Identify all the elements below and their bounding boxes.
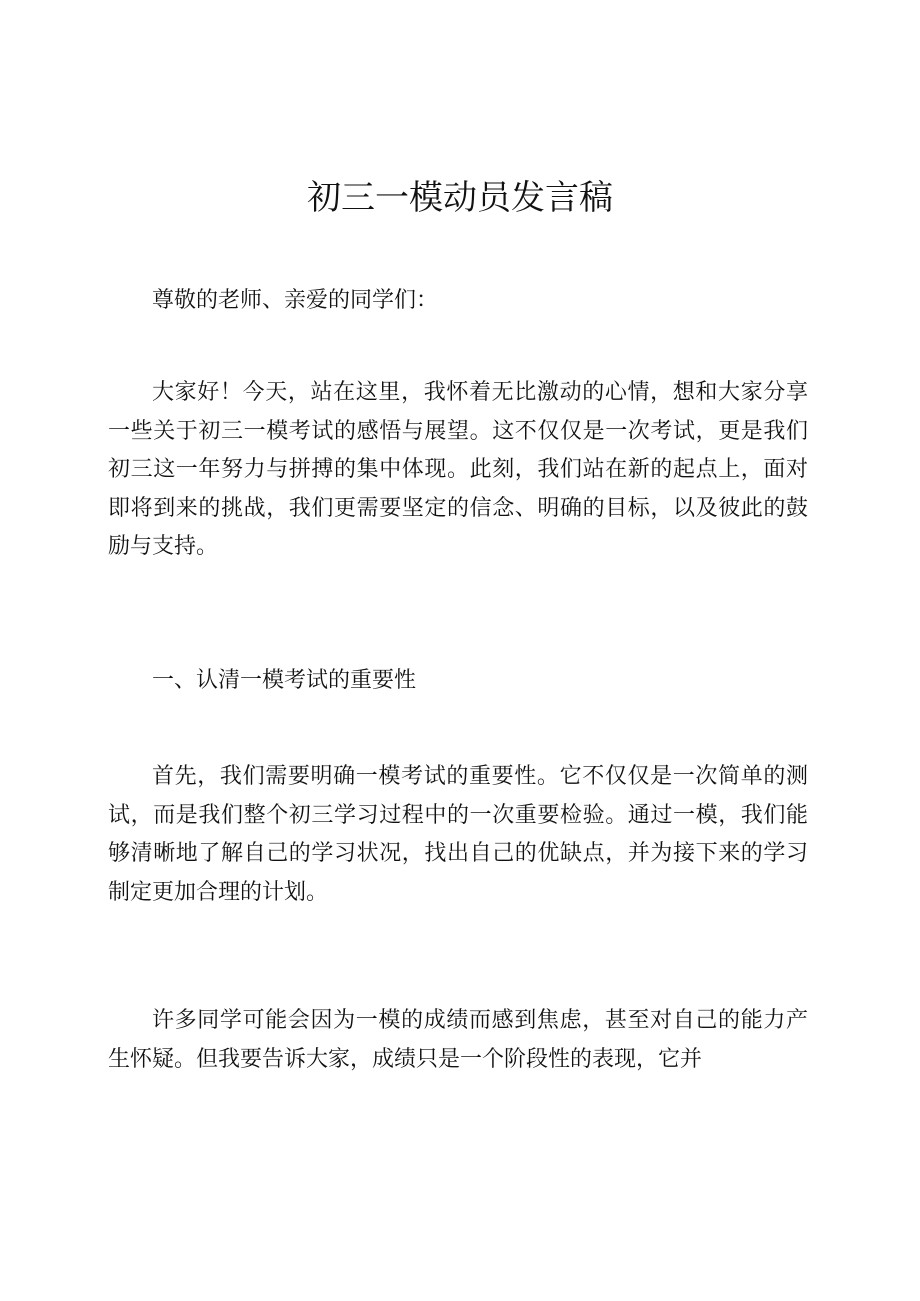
intro-paragraph: 大家好！今天，站在这里，我怀着无比激动的心情，想和大家分享一些关于初三一模考试的感悟与展望。这不仅仅是一次考试，更是我们初三这一年努力与拼搏的集中体现。此刻，我们站在新的起点上，面对即将到来的挑战，我们更需要坚定的信念、明确的目标，以及彼此的鼓励与支持。 bbox=[108, 380, 808, 559]
document-title: 初三一模动员发言稿 bbox=[307, 178, 613, 218]
greeting-paragraph: 尊敬的老师、亲爱的同学们： bbox=[152, 288, 439, 313]
body-paragraph: 首先，我们需要明确一模考试的重要性。它不仅仅是一次简单的测试，而是我们整个初三学习过程中的一次重要检验。通过一模，我们能够清晰地了解自己的学习状况，找出自己的优缺点，并为接下来的学习制定更加合理的计划。 bbox=[108, 764, 808, 905]
section-heading: 一、认清一模考试的重要性 bbox=[152, 668, 417, 693]
body-paragraph: 许多同学可能会因为一模的成绩而感到焦虑，甚至对自己的能力产生怀疑。但我要告诉大家，成绩只是一个阶段性的表现，它并 bbox=[108, 1008, 808, 1072]
